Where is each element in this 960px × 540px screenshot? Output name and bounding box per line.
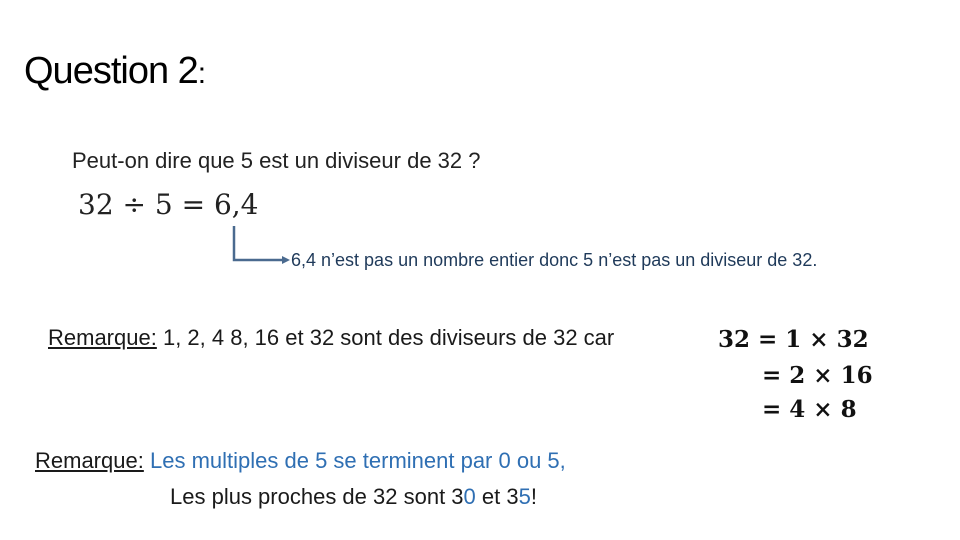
division-equation: 32 ÷ 5 = 6,4 [78, 188, 259, 221]
line2-mid: et 3 [475, 484, 519, 509]
factor-line-1: 32 = 1 × 32 [718, 326, 869, 353]
question-text: Peut-on dire que 5 est un diviseur de 32 ? [72, 148, 481, 173]
title-text: Question 2 [24, 50, 198, 92]
highlight-letter: L [149, 448, 163, 473]
highlight-digit-5: 5 [518, 484, 531, 509]
line2-post: ! [530, 484, 537, 509]
factor-line-2: = 2 × 16 [762, 362, 873, 389]
remark-multiples-line2 [170, 484, 537, 510]
remark-multiples-text: es multiples de 5 se terminent par 0 ou 5, [162, 448, 566, 473]
remark-multiples [35, 448, 566, 474]
remark-label: Remarque: [48, 325, 157, 350]
remark-divisors [48, 325, 614, 351]
explanation-note: 6,4 n’est pas un nombre entier donc 5 n’est pas un diviseur de 32. [291, 250, 818, 270]
factor-line-3: = 4 × 8 [762, 396, 857, 423]
highlight-digit-0: 0 [463, 484, 476, 509]
remark-label: Remarque: [35, 448, 144, 473]
title-colon: : [197, 57, 206, 90]
line2-pre: Les plus proches de 32 sont 3 [170, 484, 464, 509]
remark-divisors-text: 1, 2, 4 8, 16 et 32 sont des diviseurs de 32 car [156, 325, 615, 350]
